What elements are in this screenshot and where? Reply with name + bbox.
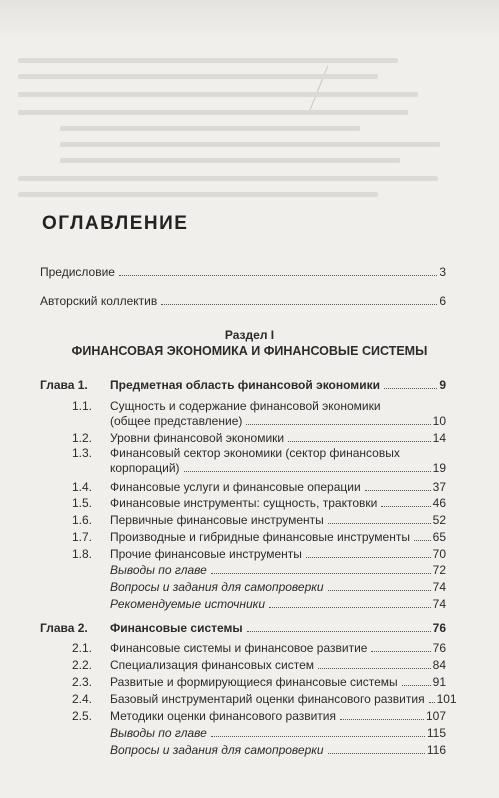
dot-leader [269,607,431,608]
toc-page-number: 3 [439,265,446,279]
toc-page-number: 10 [432,414,446,428]
item-number: 1.2. [71,431,92,445]
toc-extra-label: Выводы по главе [110,563,207,577]
dot-leader [328,523,431,524]
item-number: 2.1. [71,641,92,655]
toc-item-1-3[interactable] [110,446,446,476]
toc-extra-label: Рекомендуемые источники [110,597,265,611]
dot-leader [119,275,437,276]
toc-item-2-5[interactable] [110,709,446,724]
dot-leader [381,506,430,507]
dot-leader [328,590,431,591]
dot-leader [384,388,437,389]
dot-leader [306,557,431,558]
toc-page-number: 70 [432,547,446,561]
chapter-number: Глава 1. [40,378,88,392]
item-number: 2.4. [71,692,92,706]
toc-item-label: Финансовые инструменты: сущность, трактовки [110,496,378,510]
toc-item-label: Уровни финансовой экономики [110,431,285,445]
toc-extra-label: Вопросы и задания для самопроверки [110,743,324,757]
item-number: 1.7. [71,530,92,544]
toc-item-label: Финансовый сектор экономики (сектор финансовых [110,446,400,460]
toc-item-label: Сущность и содержание финансовой экономики [110,399,381,413]
chapter-title: Предметная область финансовой экономики [110,378,380,392]
dot-leader [414,540,431,541]
toc-item-1-8[interactable] [110,547,446,562]
toc-item-label: Прочие финансовые инструменты [110,547,302,561]
chapter-number: Глава 2. [40,621,88,635]
toc-entry-label: Авторский коллектив [40,294,158,308]
dot-leader [184,471,431,472]
toc-extra-questions[interactable] [110,580,446,595]
toc-item-label: Развитые и формирующиеся финансовые системы [110,675,398,689]
toc-page-number: 101 [436,692,457,706]
chapter-title-entry[interactable] [110,621,446,636]
page-title: ОГЛАВЛЕНИЕ [42,213,189,234]
dot-leader [328,753,425,754]
toc-extra-sources[interactable] [110,597,446,612]
dot-leader [340,719,424,720]
item-number: 1.3. [71,446,92,460]
toc-page-number: 37 [432,480,446,494]
dot-leader [371,651,430,652]
item-number: 2.5. [71,709,92,723]
toc-page-number: 72 [432,563,446,577]
dot-leader [288,441,431,442]
dot-leader [246,424,430,425]
toc-item-label: Методики оценки финансового развития [110,709,337,723]
dot-leader [402,685,431,686]
toc-extra-label: Вопросы и задания для самопроверки [110,580,324,594]
item-number: 1.6. [71,513,92,527]
toc-page-number: 76 [432,621,446,635]
toc-page-number: 14 [432,431,446,445]
dot-leader [429,702,435,703]
toc-item-1-7[interactable] [110,530,446,545]
item-number: 2.3. [71,675,92,689]
toc-item-2-4[interactable] [110,692,457,707]
toc-item-label: Специализация финансовых систем [110,658,315,672]
toc-page-number: 19 [432,461,446,475]
toc-item-1-5[interactable] [110,496,446,511]
toc-item-label: Базовый инструментарий оценки финансового развития [110,692,425,706]
toc-page-number: 9 [439,378,446,392]
toc-page-number: 74 [432,597,446,611]
item-number: 1.4. [71,480,92,494]
toc-item-2-2[interactable] [110,658,446,673]
toc-page-number: 65 [432,530,446,544]
dot-leader [161,304,437,305]
toc-item-label: Финансовые системы и финансовое развитие [110,641,368,655]
toc-page-number: 115 [426,726,446,740]
toc-item-1-4[interactable] [110,480,446,495]
chapter-title-entry[interactable] [110,378,446,393]
dot-leader [365,490,431,491]
toc-item-label: Производные и гибридные финансовые инструменты [110,530,410,544]
toc-extra-label: Выводы по главе [110,726,207,740]
section-title: ФИНАНСОВАЯ ЭКОНОМИКА И ФИНАНСОВЫЕ СИСТЕМЫ [71,344,428,358]
item-number: 1.8. [71,547,92,561]
toc-entry-preface[interactable] [40,265,446,280]
toc-extra-conclusions[interactable] [110,563,446,578]
chapter-title: Финансовые системы [110,621,243,635]
toc-item-label: Первичные финансовые инструменты [110,513,324,527]
toc-item-label: Финансовые услуги и финансовые операции [110,480,361,494]
toc-item-2-3[interactable] [110,675,446,690]
toc-page-number: 91 [432,675,446,689]
toc-entry-label: Предисловие [40,265,115,279]
toc-item-label-cont: (общее представление) [110,414,243,428]
toc-item-2-1[interactable] [110,641,446,656]
toc-item-1-6[interactable] [110,513,446,528]
toc-item-1-2[interactable] [110,431,446,446]
toc-page-number: 84 [432,658,446,672]
toc-page-number: 52 [432,513,446,527]
toc-entry-authors[interactable] [40,294,446,309]
toc-page-number: 76 [432,641,446,655]
item-number: 1.5. [71,496,92,510]
toc-extra-questions[interactable] [110,743,446,758]
item-number: 1.1. [71,399,92,413]
toc-page-number: 116 [426,743,446,757]
toc-page-number: 74 [432,580,446,594]
toc-page-number: 107 [425,709,446,723]
toc-item-label-cont: корпораций) [110,461,180,475]
dot-leader [247,631,431,632]
dot-leader [211,573,431,574]
bleed-through-area [0,0,499,205]
toc-page-number: 6 [439,294,446,308]
dot-leader [318,668,431,669]
toc-item-1-1[interactable] [110,399,446,429]
dot-leader [211,736,425,737]
toc-page-number: 46 [432,496,446,510]
toc-extra-conclusions[interactable] [110,726,446,741]
section-label: Раздел I [224,328,275,342]
item-number: 2.2. [71,658,92,672]
